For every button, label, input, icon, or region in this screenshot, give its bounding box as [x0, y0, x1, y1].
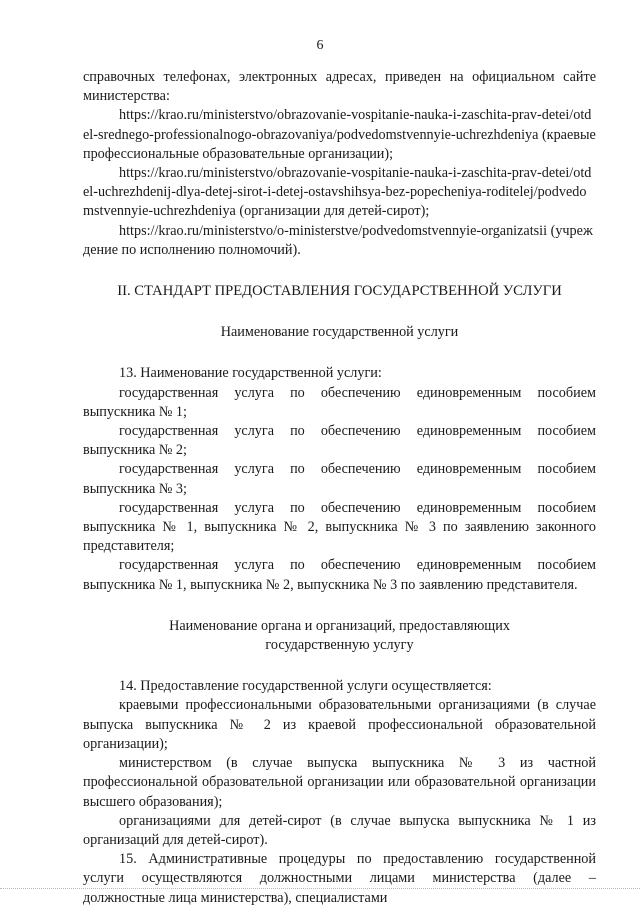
intro-paragraph: справочных телефонах, электронных адресах, приведен на официальном сайте министерства: — [83, 69, 596, 105]
item-13-paragraph: государственная услуга по обеспечению единовременным пособием выпускника № 1, выпускника № 2, выпускника № 3 по заявлению законного представителя; — [83, 499, 596, 555]
item-13-paragraph: государственная услуга по обеспечению единовременным пособием выпускника № 1; — [83, 384, 596, 420]
link-authority-institution: https://krao.ru/ministerstvo/o-ministerstve/podvedomstvennyie-organizatsii (учреждение по исполнению полномочий). — [83, 222, 593, 258]
link-professional-organizations: https://krao.ru/ministerstvo/obrazovanie-vospitanie-nauka-i-zaschita-prav-detei/otdel-srednego-professionalnogo-obrazovaniya/podvedomstvennyie-uchrezhdeniya (краевые профессиональные образовательные организации); — [83, 107, 596, 162]
section-title: II. СТАНДАРТ ПРЕДОСТАВЛЕНИЯ ГОСУДАРСТВЕННОЙ УСЛУГИ — [117, 283, 562, 300]
item-13-paragraph: государственная услуга по обеспечению единовременным пособием выпускника № 1, выпускника № 2, выпускника № 3 по заявлению представителя. — [83, 557, 596, 593]
item-14-paragraph: организациями для детей-сирот (в случае выпуска выпускника № 1 из организаций для детей-сирот). — [83, 812, 596, 848]
page-content — [83, 68, 596, 908]
item-14-paragraph: министерством (в случае выпуска выпускника № 3 из частной профессиональной образовательной организации или образовательной организации высшего образования); — [83, 755, 596, 810]
item-13-paragraph: государственная услуга по обеспечению единовременным пособием выпускника № 2; — [83, 423, 596, 459]
link-orphan-organizations: https://krao.ru/ministerstvo/obrazovanie-vospitanie-nauka-i-zaschita-prav-detei/otdel-uchrezhdenij-dlya-detej-sirot-i-detej-ostavshihsya-bez-popecheniya-roditelej/podvedomstvennyie-uchrezhdeniya (организации для детей-сирот); — [83, 165, 592, 220]
item-15-paragraph: 15. Административные процедуры по предоставлению государственной услуги осуществляются должностными лицами министерства (далее – должностные лица министерства), специалистами — [83, 851, 596, 906]
item-14-paragraph: краевыми профессиональными образовательными организациями (в случае выпуска выпускника № 2 из краевой профессиональной образовательной организации); — [83, 697, 596, 752]
item-14-heading: 14. Предоставление государственной услуги осуществляется: — [119, 678, 492, 695]
scan-edge-line — [0, 888, 640, 889]
item-13-paragraph: государственная услуга по обеспечению единовременным пособием выпускника № 3; — [83, 461, 596, 497]
item-13-heading: 13. Наименование государственной услуги: — [119, 365, 382, 382]
subsection-providers-line2: государственную услугу — [265, 637, 414, 654]
subsection-providers-line1: Наименование органа и организаций, предоставляющих — [169, 617, 510, 634]
subsection-service-name: Наименование государственной услуги — [220, 324, 459, 341]
page-number: 6 — [316, 38, 324, 53]
